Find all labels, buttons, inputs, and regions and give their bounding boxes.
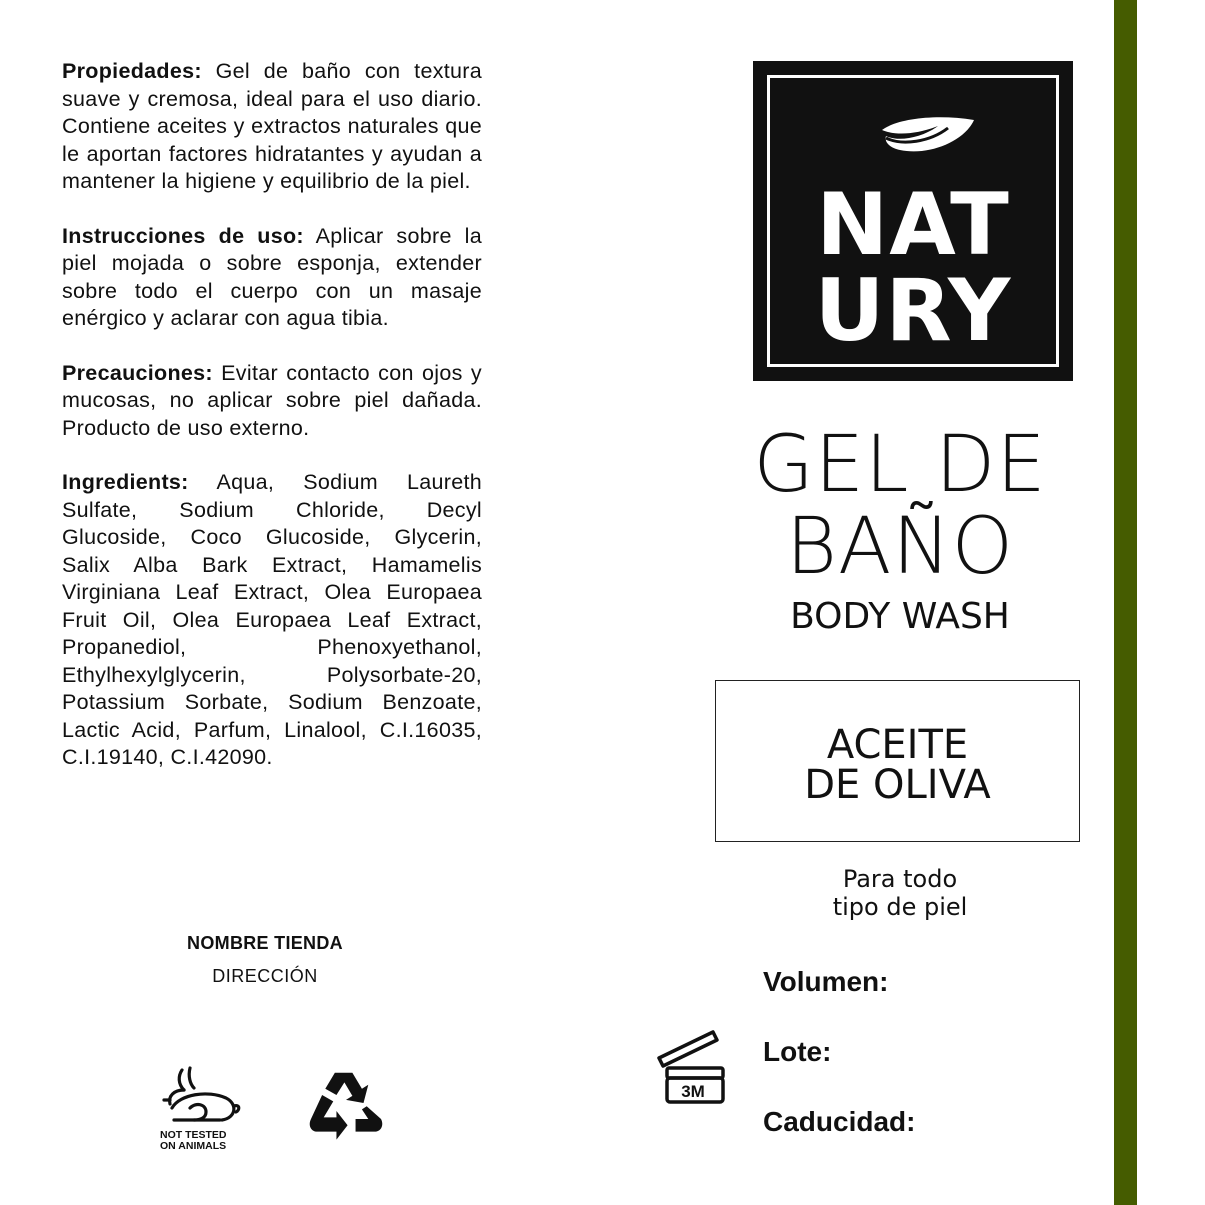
variant-box bbox=[715, 680, 1080, 842]
product-title-line-1: GEL DE bbox=[753, 420, 1047, 510]
skin-type-line-1: Para todo bbox=[842, 865, 958, 893]
lot-label: Lote: bbox=[763, 1036, 832, 1067]
logo-frame bbox=[767, 75, 1059, 367]
instructions-paragraph bbox=[62, 223, 482, 333]
ingredients-paragraph bbox=[62, 469, 482, 772]
product-subtitle: BODY WASH bbox=[790, 596, 1010, 637]
pao-text: 3M bbox=[681, 1082, 705, 1101]
variant-line-1: ACEITE bbox=[826, 722, 969, 768]
volume-label: Volumen: bbox=[763, 966, 889, 997]
ingredients-label: Ingredients: bbox=[62, 470, 189, 494]
store-name: NOMBRE TIENDA bbox=[187, 933, 343, 953]
store-address: DIRECCIÓN bbox=[212, 966, 318, 986]
cruelty-free-badge bbox=[160, 1064, 244, 1154]
product-info-column bbox=[62, 58, 482, 799]
cruelty-free-line-1: NOT TESTED bbox=[160, 1129, 227, 1141]
recycle-icon bbox=[306, 1068, 386, 1146]
skin-type-line-2: tipo de piel bbox=[832, 893, 968, 921]
precautions-text: Evitar contacto con ojos y mucosas, no aplicar sobre piel dañada. Producto de uso externo. bbox=[62, 360, 482, 440]
brand-line-2: URY bbox=[814, 261, 1012, 361]
brand-line-1: NAT bbox=[816, 175, 1010, 275]
product-title-line-2: BAÑO bbox=[785, 502, 1015, 592]
rabbit-icon bbox=[160, 1064, 244, 1128]
brand-logo bbox=[753, 61, 1073, 381]
cruelty-free-text bbox=[160, 1130, 244, 1152]
properties-paragraph bbox=[62, 58, 482, 196]
leaf-icon bbox=[878, 112, 978, 162]
cruelty-free-line-2: ON ANIMALS bbox=[160, 1140, 227, 1152]
properties-label: Propiedades: bbox=[62, 59, 202, 83]
instructions-label: Instrucciones de uso: bbox=[62, 223, 304, 248]
instructions-text: Aplicar sobre la piel mojada o sobre esponja, extender sobre todo el cuerpo con un masaje enérgico y aclarar con agua tibia. bbox=[62, 223, 482, 330]
properties-text: Gel de baño con textura suave y cremosa, ideal para el uso diario. Contiene aceites y extractos naturales que le aportan factores hidratantes y ayudan a mantener la higiene y equilibrio de la piel. bbox=[62, 59, 482, 193]
accent-stripe bbox=[1114, 0, 1137, 1205]
precautions-label: Precauciones: bbox=[62, 360, 213, 385]
ingredients-text: Aqua, Sodium Laureth Sulfate, Sodium Chloride, Decyl Glucoside, Coco Glucoside, Glycerin, Salix Alba Bark Extract, Hamamelis Virginiana Leaf Extract, Olea Europaea Fruit Oil, Olea Europaea Leaf Extract, Propanediol, Phenoxyethanol, Ethylhexylglycerin, Polysorbate-20, Potassium Sorbate, Sodium Benzoate, Lactic Acid, Parfum, Linalool, C.I.16035, C.I.19140, C.I.42090. bbox=[62, 470, 482, 769]
variant-line-2: DE OLIVA bbox=[804, 762, 991, 808]
expiry-label: Caducidad: bbox=[763, 1106, 916, 1137]
precautions-paragraph bbox=[62, 360, 482, 443]
pao-badge bbox=[655, 1030, 727, 1106]
